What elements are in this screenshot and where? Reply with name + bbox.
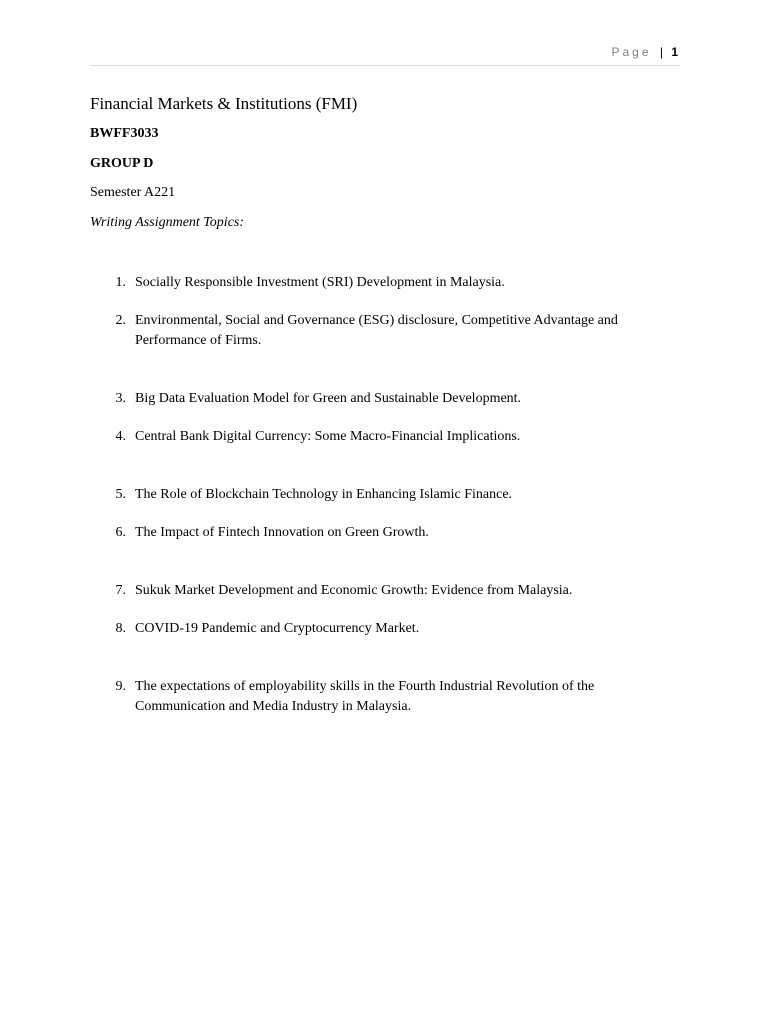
topics-heading: Writing Assignment Topics: [90,215,245,230]
list-item [110,523,680,543]
list-item-text: Sukuk Market Development and Economic Growth: Evidence from Malaysia. [135,583,573,598]
list-item-number: 9. [115,679,126,694]
list-item-number: 4. [115,429,126,444]
list-item-number: 1. [115,275,126,290]
list-item [110,619,680,639]
list-item-text: The expectations of employability skills in the Fourth Industrial Revolution of the Communication and Media Industry in Malaysia. [135,679,595,714]
page-header [611,45,678,59]
list-item [110,311,680,350]
list-item-text: The Impact of Fintech Innovation on Green Growth. [135,525,429,540]
list-item-number: 6. [115,525,126,540]
list-item-number: 8. [115,621,126,636]
page-number: 1 [671,45,678,59]
list-item-text: Big Data Evaluation Model for Green and Sustainable Development. [135,391,522,406]
list-item-number: 2. [115,313,126,328]
list-item [110,389,680,409]
list-item-text: Central Bank Digital Currency: Some Macro-Financial Implications. [135,429,521,444]
list-item [110,485,680,505]
page-separator: | [659,45,663,59]
header-divider [90,65,680,66]
list-item [110,677,680,716]
document-title: Financial Markets & Institutions (FMI) [90,94,358,113]
list-item-text: COVID-19 Pandemic and Cryptocurrency Market. [135,621,420,636]
list-item-text: Environmental, Social and Governance (ESG) disclosure, Competitive Advantage and Performance of Firms. [135,313,618,348]
semester-label: Semester A221 [90,185,176,200]
page-label: Page [611,45,652,59]
list-item [110,581,680,601]
list-item-text: The Role of Blockchain Technology in Enhancing Islamic Finance. [135,487,513,502]
list-item [110,427,680,447]
list-item [110,273,680,293]
list-item-number: 5. [115,487,126,502]
group-label: GROUP D [90,156,154,171]
list-item-number: 3. [115,391,126,406]
list-item-text: Socially Responsible Investment (SRI) Development in Malaysia. [135,275,505,290]
course-code: BWFF3033 [90,126,159,141]
list-item-number: 7. [115,583,126,598]
